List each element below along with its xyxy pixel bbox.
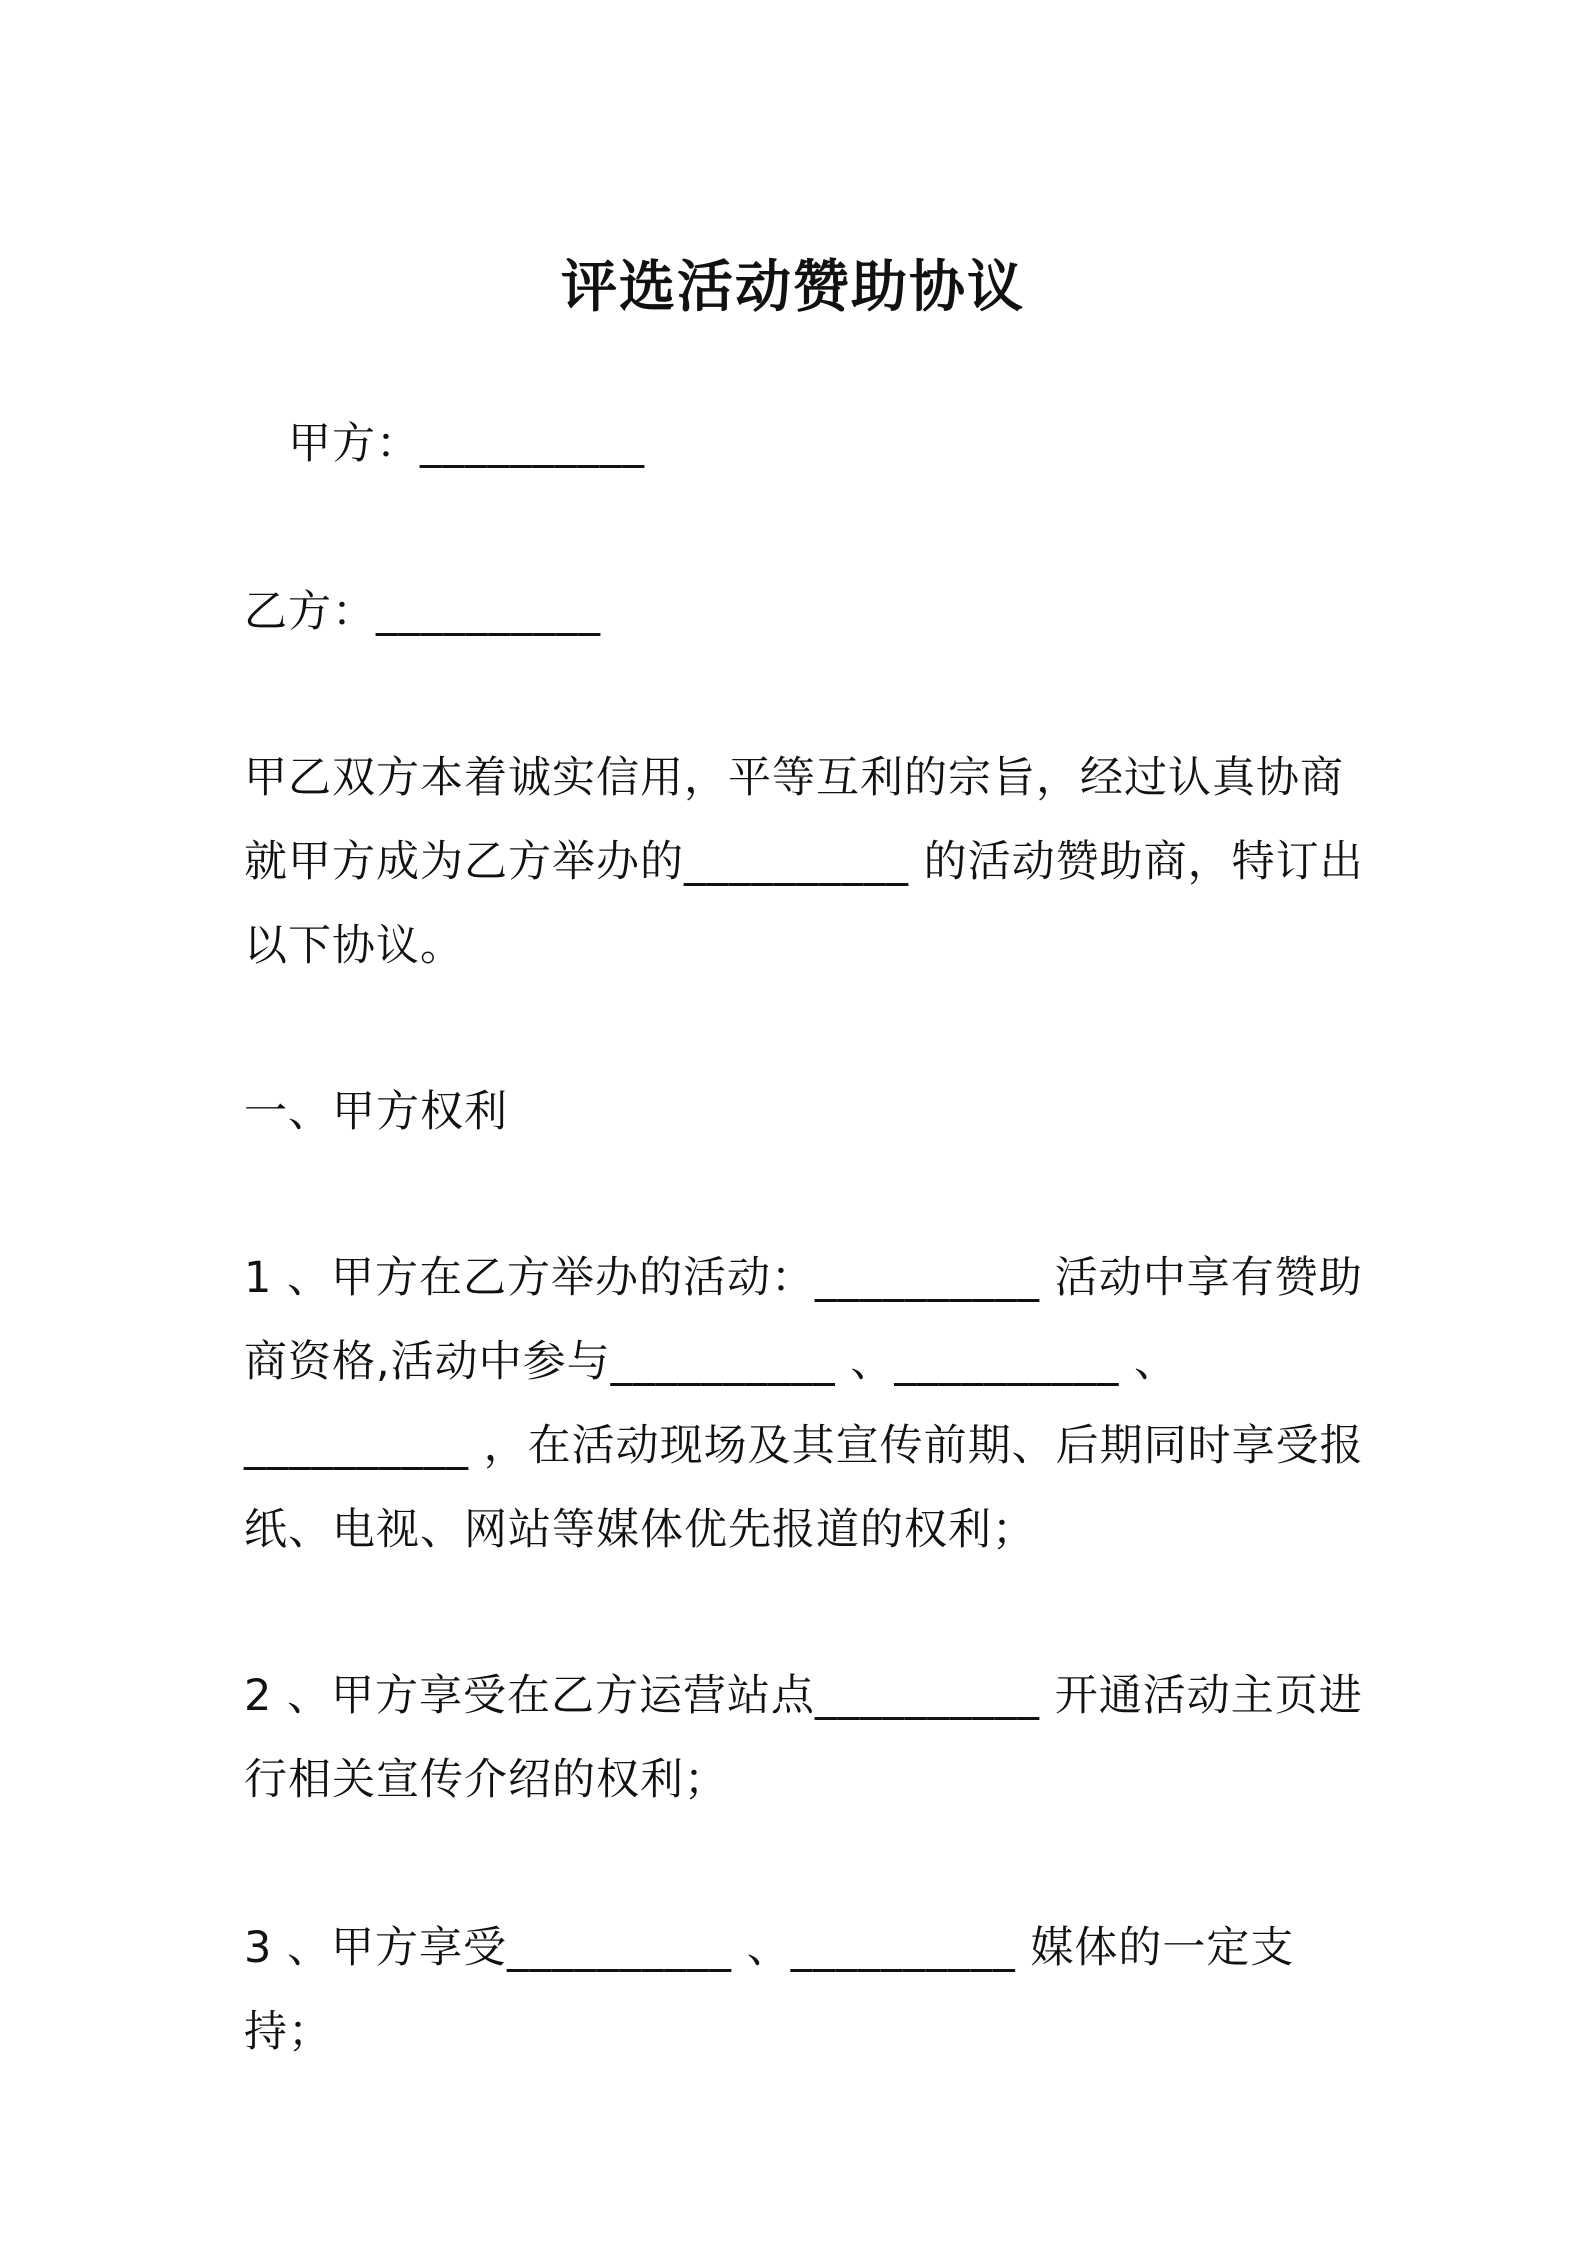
clause-3: 3 、甲方享受__________ 、__________ 媒体的一定支持； — [244, 1923, 1295, 2057]
party-b-line: 乙方：__________ — [244, 587, 601, 637]
party-a-line: 甲方：__________ — [288, 419, 645, 469]
clause-1: 1 、甲方在乙方举办的活动：__________ 活动中享有赞助商资格,活动中参与__________ 、__________ 、__________ ，在活动现场及其宣传前期、后期同时享受报纸、电视、网站等媒体优先报道的权利； — [244, 1253, 1364, 1555]
document-title: 评选活动赞助协议 — [561, 255, 1025, 320]
clause-2: 2 、甲方享受在乙方运营站点__________ 开通活动主页进行相关宣传介绍的权利； — [244, 1671, 1363, 1805]
section-heading-party-a-rights: 一、甲方权利 — [244, 1087, 508, 1137]
intro-paragraph: 甲乙双方本着诚实信用，平等互利的宗旨，经过认真协商就甲方成为乙方举办的__________ 的活动赞助商，特订出以下协议。 — [244, 753, 1364, 971]
